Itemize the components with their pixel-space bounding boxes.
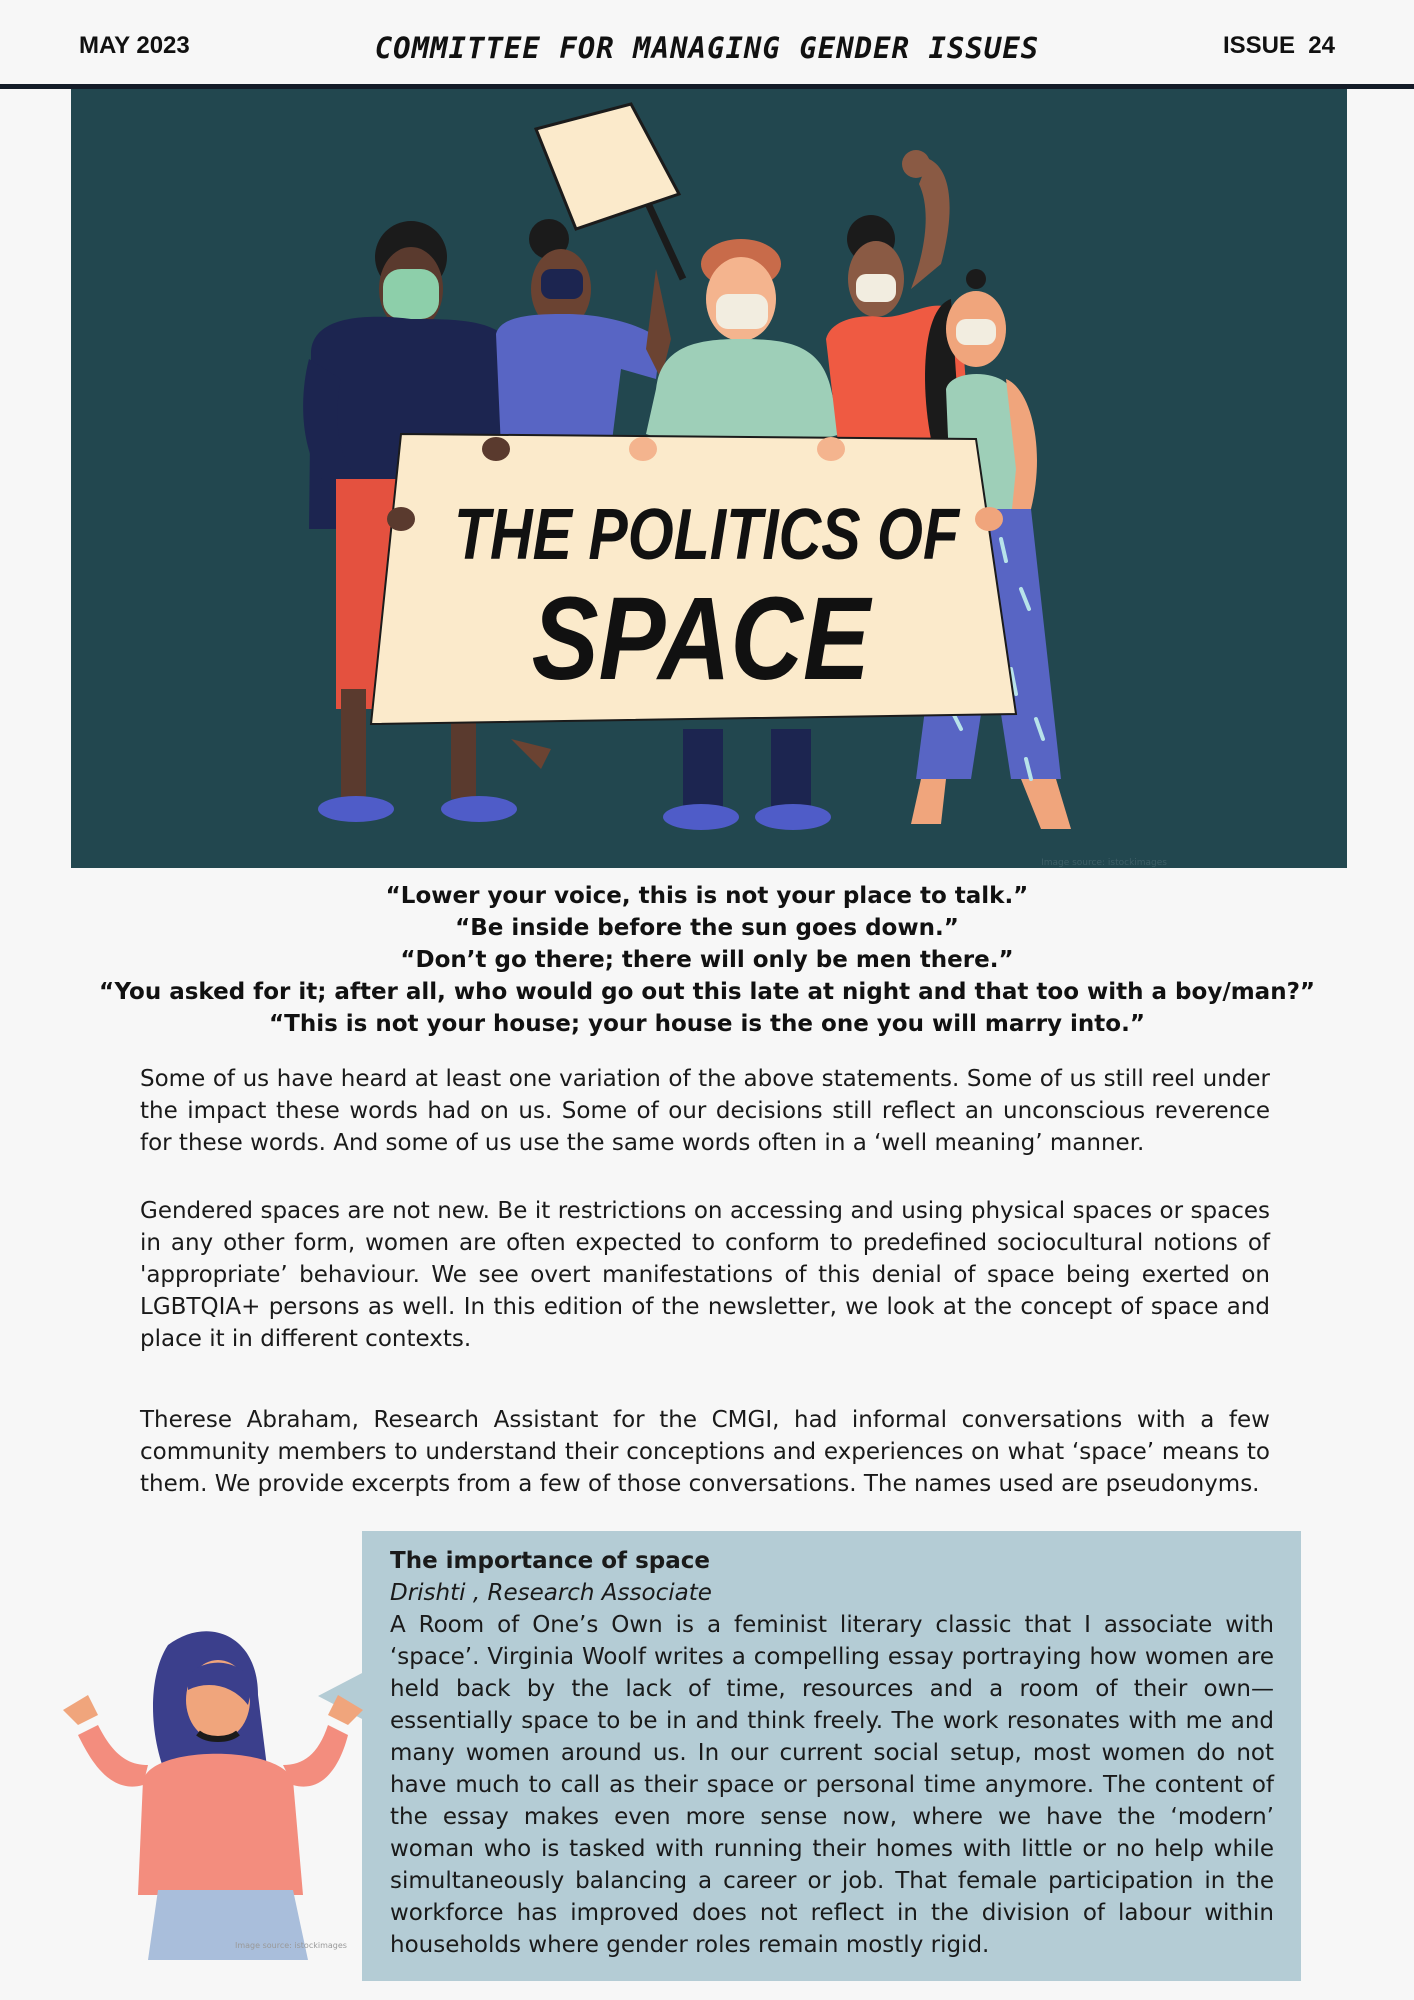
quotes-block: [0, 880, 1414, 1040]
context-paragraph: Gendered spaces are not new. Be it restrictions on accessing and using physical spaces or spaces in any other form, women are often expected to conform to predefined sociocultural notions of 'appropriate’ behaviour. We see overt manifestations of this denial of space being exerted on LGBTQIA+ persons as well. In this edition of the newsletter, we look at the concept of space and place it in different contexts.: [140, 1198, 1270, 1352]
quote: “Be inside before the sun goes down.”: [455, 915, 959, 941]
placard-sign: [536, 104, 679, 229]
image-credit: Image source: istockimages: [1041, 858, 1167, 868]
callout-title: The importance of space: [390, 1548, 710, 1574]
masthead: [0, 0, 1414, 89]
method-paragraph: Therese Abraham, Research Assistant for the CMGI, had informal conversations with a few community members to understand their conceptions and experiences on what ‘space’ means to them. We provide excerpts from a few of those conversations. The names used are pseudonyms.: [140, 1407, 1270, 1497]
intro-paragraph: Some of us have heard at least one variation of the above statements. Some of us still reel under the impact these words had on us. Some of our decisions still reflect an unconscious reverence for these words. And some of us use the same words often in a ‘well meaning’ manner.: [140, 1066, 1270, 1156]
hand: [817, 437, 845, 461]
callout-body: A Room of One’s Own is a feminist literary classic that I associate with ‘space’. Virginia Woolf writes a compelling essay portraying how women are held back by the lack of time, resources and a room of their own— essentially space to be in and think freely. The work resonates with me and many women around us. In our current social setup, most women do not have much to call as their space or personal time anymore. The content of the essay makes even more sense now, where we have the ‘modern’ woman who is tasked with running their homes with little or no help while simultaneously balancing a career or job. That female participation in the workforce has improved does not reflect in the division of labour within households where gender roles remain mostly rigid.: [390, 1612, 1274, 1958]
newsletter-title: COMMITTEE FOR MANAGING GENDER ISSUES: [374, 31, 1040, 65]
protest-illustration: [71, 89, 1347, 868]
shrugging-woman-illustration: [58, 1615, 368, 1960]
hand: [629, 437, 657, 461]
hero-illustration: [71, 89, 1347, 868]
banner-line2: SPACE: [531, 573, 870, 705]
raised-fist: [902, 150, 930, 178]
quote: “This is not your house; your house is the one you will marry into.”: [269, 1011, 1145, 1037]
hand: [387, 507, 415, 531]
raised-arm: [911, 159, 950, 289]
quote: “You asked for it; after all, who would go out this late at night and that too with a boy/man?”: [98, 979, 1316, 1005]
banner-line1: THE POLITICS OF: [453, 493, 960, 575]
issue-number: ISSUE 24: [1222, 32, 1335, 59]
callout-author: Drishti , Research Associate: [390, 1580, 712, 1606]
quote: “Lower your voice, this is not your place to talk.”: [385, 883, 1029, 909]
woman-image-credit: Image source: istockimages: [235, 1941, 347, 1950]
callout-box: [362, 1531, 1301, 1981]
placard-stick: [646, 199, 683, 279]
issue-date: MAY 2023: [79, 32, 190, 59]
hand: [482, 437, 510, 461]
hand: [975, 507, 1003, 531]
quote: “Don’t go there; there will only be men there.”: [400, 947, 1014, 973]
